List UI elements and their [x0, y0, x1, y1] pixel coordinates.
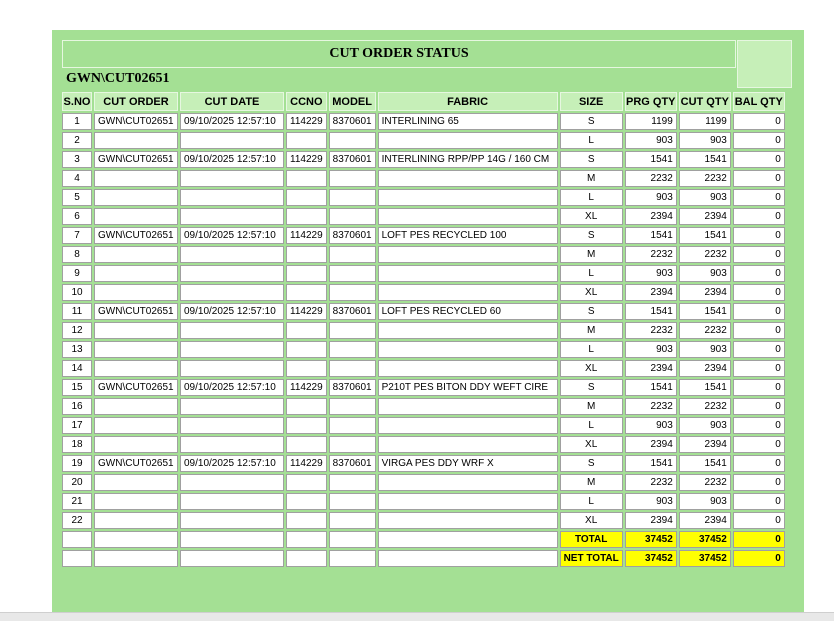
total-blank-cell [94, 531, 178, 548]
cell-ccno [286, 265, 327, 282]
cell-cut-date [180, 417, 284, 434]
cell-fabric: LOFT PES RECYCLED 60 [378, 303, 558, 320]
cell-ccno [286, 436, 327, 453]
cell-prg-qty: 1541 [625, 379, 677, 396]
table-row [62, 474, 785, 491]
cut-order-table [60, 90, 787, 569]
cell-ccno: 114229 [286, 113, 327, 130]
col-header-model: MODEL [329, 92, 376, 111]
cell-ccno [286, 208, 327, 225]
net-total-label: NET TOTAL [560, 550, 623, 567]
cell-cut-date [180, 493, 284, 510]
cell-ccno [286, 246, 327, 263]
cell-prg-qty: 903 [625, 493, 677, 510]
cell-fabric [378, 341, 558, 358]
cell-ccno [286, 493, 327, 510]
table-body [62, 113, 785, 529]
cell-cut-order [94, 512, 178, 529]
cell-fabric: VIRGA PES DDY WRF X [378, 455, 558, 472]
cell-sno: 11 [62, 303, 92, 320]
net-total-bal-qty: 0 [733, 550, 785, 567]
total-label: TOTAL [560, 531, 623, 548]
cell-size: L [560, 341, 623, 358]
cell-cut-date [180, 265, 284, 282]
cell-cut-qty: 2394 [679, 360, 731, 377]
cell-sno: 6 [62, 208, 92, 225]
cell-size: M [560, 322, 623, 339]
cell-cut-qty: 2394 [679, 512, 731, 529]
cell-ccno [286, 322, 327, 339]
cell-model: 8370601 [329, 113, 376, 130]
cell-fabric [378, 208, 558, 225]
cell-cut-order: GWN\CUT02651 [94, 151, 178, 168]
cell-prg-qty: 2394 [625, 284, 677, 301]
cell-model: 8370601 [329, 455, 376, 472]
cell-prg-qty: 903 [625, 265, 677, 282]
cell-model [329, 474, 376, 491]
cell-ccno [286, 189, 327, 206]
cell-sno: 10 [62, 284, 92, 301]
cell-cut-order: GWN\CUT02651 [94, 113, 178, 130]
table-row [62, 455, 785, 472]
cell-fabric [378, 170, 558, 187]
cell-cut-qty: 2394 [679, 208, 731, 225]
cell-cut-order [94, 265, 178, 282]
col-header-prg-qty: PRG QTY [625, 92, 677, 111]
cell-cut-date [180, 189, 284, 206]
table-row [62, 284, 785, 301]
cell-sno: 2 [62, 132, 92, 149]
cell-cut-date [180, 474, 284, 491]
cell-sno: 13 [62, 341, 92, 358]
cell-fabric [378, 360, 558, 377]
cell-model: 8370601 [329, 151, 376, 168]
cell-cut-qty: 2394 [679, 436, 731, 453]
table-header-row [62, 92, 785, 111]
cell-fabric [378, 417, 558, 434]
cell-prg-qty: 1199 [625, 113, 677, 130]
cell-bal-qty: 0 [733, 379, 785, 396]
cell-bal-qty: 0 [733, 303, 785, 320]
table-row [62, 208, 785, 225]
cell-prg-qty: 2394 [625, 208, 677, 225]
cell-cut-qty: 2232 [679, 398, 731, 415]
cell-cut-qty: 2232 [679, 170, 731, 187]
cell-cut-order [94, 208, 178, 225]
cell-model [329, 284, 376, 301]
cell-sno: 17 [62, 417, 92, 434]
cell-model [329, 360, 376, 377]
total-cut-qty: 37452 [679, 531, 731, 548]
cell-bal-qty: 0 [733, 189, 785, 206]
cell-bal-qty: 0 [733, 417, 785, 434]
table-row [62, 398, 785, 415]
total-blank-cell [62, 531, 92, 548]
cell-size: M [560, 474, 623, 491]
cell-size: M [560, 170, 623, 187]
cell-model [329, 189, 376, 206]
cell-cut-date: 09/10/2025 12:57:10 [180, 379, 284, 396]
cell-sno: 3 [62, 151, 92, 168]
cell-cut-order [94, 474, 178, 491]
cell-prg-qty: 2232 [625, 170, 677, 187]
total-blank-cell [329, 531, 376, 548]
header-side-cell [737, 40, 792, 88]
table-row [62, 379, 785, 396]
cell-fabric [378, 398, 558, 415]
cell-cut-date [180, 436, 284, 453]
cell-cut-order [94, 322, 178, 339]
cell-ccno: 114229 [286, 303, 327, 320]
cell-bal-qty: 0 [733, 512, 785, 529]
cell-bal-qty: 0 [733, 113, 785, 130]
cell-prg-qty: 1541 [625, 227, 677, 244]
table-row [62, 360, 785, 377]
table-row [62, 493, 785, 510]
cell-prg-qty: 2232 [625, 322, 677, 339]
cell-fabric: LOFT PES RECYCLED 100 [378, 227, 558, 244]
cell-fabric [378, 246, 558, 263]
cell-sno: 12 [62, 322, 92, 339]
total-row [62, 531, 785, 548]
cell-size: L [560, 417, 623, 434]
cell-prg-qty: 1541 [625, 151, 677, 168]
cell-bal-qty: 0 [733, 341, 785, 358]
cell-cut-date: 09/10/2025 12:57:10 [180, 455, 284, 472]
table-row [62, 227, 785, 244]
cell-cut-date: 09/10/2025 12:57:10 [180, 113, 284, 130]
cell-prg-qty: 903 [625, 341, 677, 358]
cell-cut-order [94, 189, 178, 206]
cell-size: S [560, 379, 623, 396]
cell-bal-qty: 0 [733, 360, 785, 377]
cell-ccno [286, 341, 327, 358]
cell-fabric [378, 189, 558, 206]
net-total-blank-cell [180, 550, 284, 567]
cell-size: S [560, 151, 623, 168]
cell-fabric [378, 436, 558, 453]
cell-cut-order: GWN\CUT02651 [94, 455, 178, 472]
cell-model [329, 493, 376, 510]
net-total-blank-cell [62, 550, 92, 567]
cell-cut-qty: 1541 [679, 151, 731, 168]
table-row [62, 322, 785, 339]
cell-model: 8370601 [329, 303, 376, 320]
cell-bal-qty: 0 [733, 322, 785, 339]
cell-cut-order [94, 398, 178, 415]
table-row [62, 265, 785, 282]
table-row [62, 417, 785, 434]
cell-ccno [286, 474, 327, 491]
cell-sno: 22 [62, 512, 92, 529]
report-subtitle: GWN\CUT02651 [66, 71, 170, 86]
cell-sno: 4 [62, 170, 92, 187]
cell-ccno [286, 417, 327, 434]
cell-cut-date [180, 398, 284, 415]
cell-prg-qty: 2232 [625, 398, 677, 415]
cell-ccno [286, 284, 327, 301]
cell-size: XL [560, 284, 623, 301]
cell-cut-qty: 903 [679, 132, 731, 149]
net-total-blank-cell [329, 550, 376, 567]
cell-ccno: 114229 [286, 151, 327, 168]
cell-cut-date [180, 284, 284, 301]
cell-bal-qty: 0 [733, 284, 785, 301]
cell-cut-qty: 903 [679, 189, 731, 206]
cell-ccno [286, 360, 327, 377]
cell-cut-order: GWN\CUT02651 [94, 227, 178, 244]
cell-cut-date [180, 341, 284, 358]
table-row [62, 436, 785, 453]
cell-cut-qty: 903 [679, 417, 731, 434]
cell-model: 8370601 [329, 379, 376, 396]
table-row [62, 151, 785, 168]
cell-model [329, 170, 376, 187]
cell-ccno [286, 398, 327, 415]
cell-bal-qty: 0 [733, 398, 785, 415]
cell-cut-order [94, 170, 178, 187]
cell-fabric [378, 132, 558, 149]
table-row [62, 512, 785, 529]
cell-fabric: INTERLINING RPP/PP 14G / 160 CM [378, 151, 558, 168]
cell-cut-qty: 1199 [679, 113, 731, 130]
cell-sno: 8 [62, 246, 92, 263]
cell-ccno: 114229 [286, 455, 327, 472]
cell-bal-qty: 0 [733, 227, 785, 244]
col-header-sno: S.NO [62, 92, 92, 111]
table-row [62, 170, 785, 187]
cell-cut-order [94, 246, 178, 263]
cell-size: S [560, 227, 623, 244]
cell-model [329, 398, 376, 415]
cell-cut-qty: 903 [679, 341, 731, 358]
cell-sno: 7 [62, 227, 92, 244]
cell-cut-date: 09/10/2025 12:57:10 [180, 227, 284, 244]
cell-sno: 5 [62, 189, 92, 206]
cell-size: L [560, 189, 623, 206]
total-bal-qty: 0 [733, 531, 785, 548]
cell-model [329, 512, 376, 529]
cell-ccno: 114229 [286, 379, 327, 396]
cell-size: XL [560, 360, 623, 377]
cell-prg-qty: 2394 [625, 512, 677, 529]
cell-size: L [560, 493, 623, 510]
total-blank-cell [378, 531, 558, 548]
cell-size: L [560, 132, 623, 149]
cell-cut-order [94, 284, 178, 301]
cut-order-report [52, 30, 804, 620]
cell-cut-date [180, 170, 284, 187]
cell-sno: 19 [62, 455, 92, 472]
col-header-cut-qty: CUT QTY [679, 92, 731, 111]
cell-ccno [286, 170, 327, 187]
cell-sno: 9 [62, 265, 92, 282]
cell-ccno: 114229 [286, 227, 327, 244]
cell-cut-qty: 2394 [679, 284, 731, 301]
cell-model [329, 436, 376, 453]
net-total-blank-cell [94, 550, 178, 567]
cell-size: XL [560, 208, 623, 225]
cell-bal-qty: 0 [733, 151, 785, 168]
cell-cut-qty: 2232 [679, 246, 731, 263]
cell-size: S [560, 455, 623, 472]
cell-cut-order [94, 341, 178, 358]
col-header-size: SIZE [560, 92, 623, 111]
cell-fabric [378, 474, 558, 491]
cell-cut-date [180, 360, 284, 377]
cell-cut-qty: 1541 [679, 455, 731, 472]
cell-bal-qty: 0 [733, 132, 785, 149]
col-header-cut-order: CUT ORDER [94, 92, 178, 111]
cell-model: 8370601 [329, 227, 376, 244]
cell-prg-qty: 2232 [625, 474, 677, 491]
cell-size: M [560, 398, 623, 415]
cell-model [329, 208, 376, 225]
cell-fabric [378, 284, 558, 301]
cell-bal-qty: 0 [733, 208, 785, 225]
cell-model [329, 341, 376, 358]
cell-bal-qty: 0 [733, 455, 785, 472]
table-row [62, 246, 785, 263]
cell-bal-qty: 0 [733, 493, 785, 510]
cell-size: M [560, 246, 623, 263]
cell-sno: 15 [62, 379, 92, 396]
table-row [62, 113, 785, 130]
col-header-ccno: CCNO [286, 92, 327, 111]
cell-fabric [378, 265, 558, 282]
net-total-blank-cell [286, 550, 327, 567]
cell-prg-qty: 2394 [625, 360, 677, 377]
cell-prg-qty: 1541 [625, 455, 677, 472]
cell-cut-qty: 1541 [679, 227, 731, 244]
total-blank-cell [286, 531, 327, 548]
cell-cut-qty: 2232 [679, 322, 731, 339]
cell-size: S [560, 113, 623, 130]
cell-cut-date [180, 132, 284, 149]
cell-cut-order [94, 132, 178, 149]
cell-cut-date: 09/10/2025 12:57:10 [180, 151, 284, 168]
cell-cut-date [180, 322, 284, 339]
cell-model [329, 246, 376, 263]
cell-prg-qty: 903 [625, 189, 677, 206]
cell-cut-qty: 903 [679, 265, 731, 282]
cell-cut-qty: 2232 [679, 474, 731, 491]
cell-model [329, 322, 376, 339]
total-prg-qty: 37452 [625, 531, 677, 548]
cell-size: XL [560, 436, 623, 453]
cell-sno: 1 [62, 113, 92, 130]
cell-cut-order: GWN\CUT02651 [94, 303, 178, 320]
cell-fabric [378, 512, 558, 529]
cell-bal-qty: 0 [733, 246, 785, 263]
cell-bal-qty: 0 [733, 265, 785, 282]
cell-fabric [378, 493, 558, 510]
cell-fabric [378, 322, 558, 339]
cell-cut-order [94, 493, 178, 510]
cell-prg-qty: 2394 [625, 436, 677, 453]
report-inner [62, 40, 795, 569]
cell-sno: 21 [62, 493, 92, 510]
cell-cut-qty: 1541 [679, 303, 731, 320]
cell-fabric: INTERLINING 65 [378, 113, 558, 130]
table-row [62, 189, 785, 206]
cell-prg-qty: 903 [625, 417, 677, 434]
cell-size: XL [560, 512, 623, 529]
net-total-prg-qty: 37452 [625, 550, 677, 567]
table-row [62, 303, 785, 320]
table-row [62, 132, 785, 149]
cell-model [329, 417, 376, 434]
cell-model [329, 132, 376, 149]
cell-prg-qty: 2232 [625, 246, 677, 263]
cell-sno: 20 [62, 474, 92, 491]
cell-cut-qty: 1541 [679, 379, 731, 396]
cell-ccno [286, 512, 327, 529]
cell-fabric: P210T PES BITON DDY WEFT CIRE [378, 379, 558, 396]
cell-sno: 18 [62, 436, 92, 453]
cell-size: S [560, 303, 623, 320]
col-header-bal-qty: BAL QTY [733, 92, 785, 111]
cell-cut-order [94, 360, 178, 377]
net-total-blank-cell [378, 550, 558, 567]
cell-sno: 14 [62, 360, 92, 377]
cell-prg-qty: 1541 [625, 303, 677, 320]
cell-bal-qty: 0 [733, 436, 785, 453]
cell-ccno [286, 132, 327, 149]
cell-cut-date [180, 512, 284, 529]
cell-prg-qty: 903 [625, 132, 677, 149]
net-total-cut-qty: 37452 [679, 550, 731, 567]
cell-sno: 16 [62, 398, 92, 415]
table-row [62, 341, 785, 358]
cell-bal-qty: 0 [733, 474, 785, 491]
cell-cut-date [180, 246, 284, 263]
total-blank-cell [180, 531, 284, 548]
cell-cut-order: GWN\CUT02651 [94, 379, 178, 396]
cell-model [329, 265, 376, 282]
col-header-fabric: FABRIC [378, 92, 558, 111]
cell-size: L [560, 265, 623, 282]
report-title: CUT ORDER STATUS [62, 40, 736, 68]
cell-cut-date [180, 208, 284, 225]
cell-cut-order [94, 436, 178, 453]
cell-cut-qty: 903 [679, 493, 731, 510]
net-total-row [62, 550, 785, 567]
cell-cut-order [94, 417, 178, 434]
cell-cut-date: 09/10/2025 12:57:10 [180, 303, 284, 320]
col-header-cut-date: CUT DATE [180, 92, 284, 111]
cell-bal-qty: 0 [733, 170, 785, 187]
